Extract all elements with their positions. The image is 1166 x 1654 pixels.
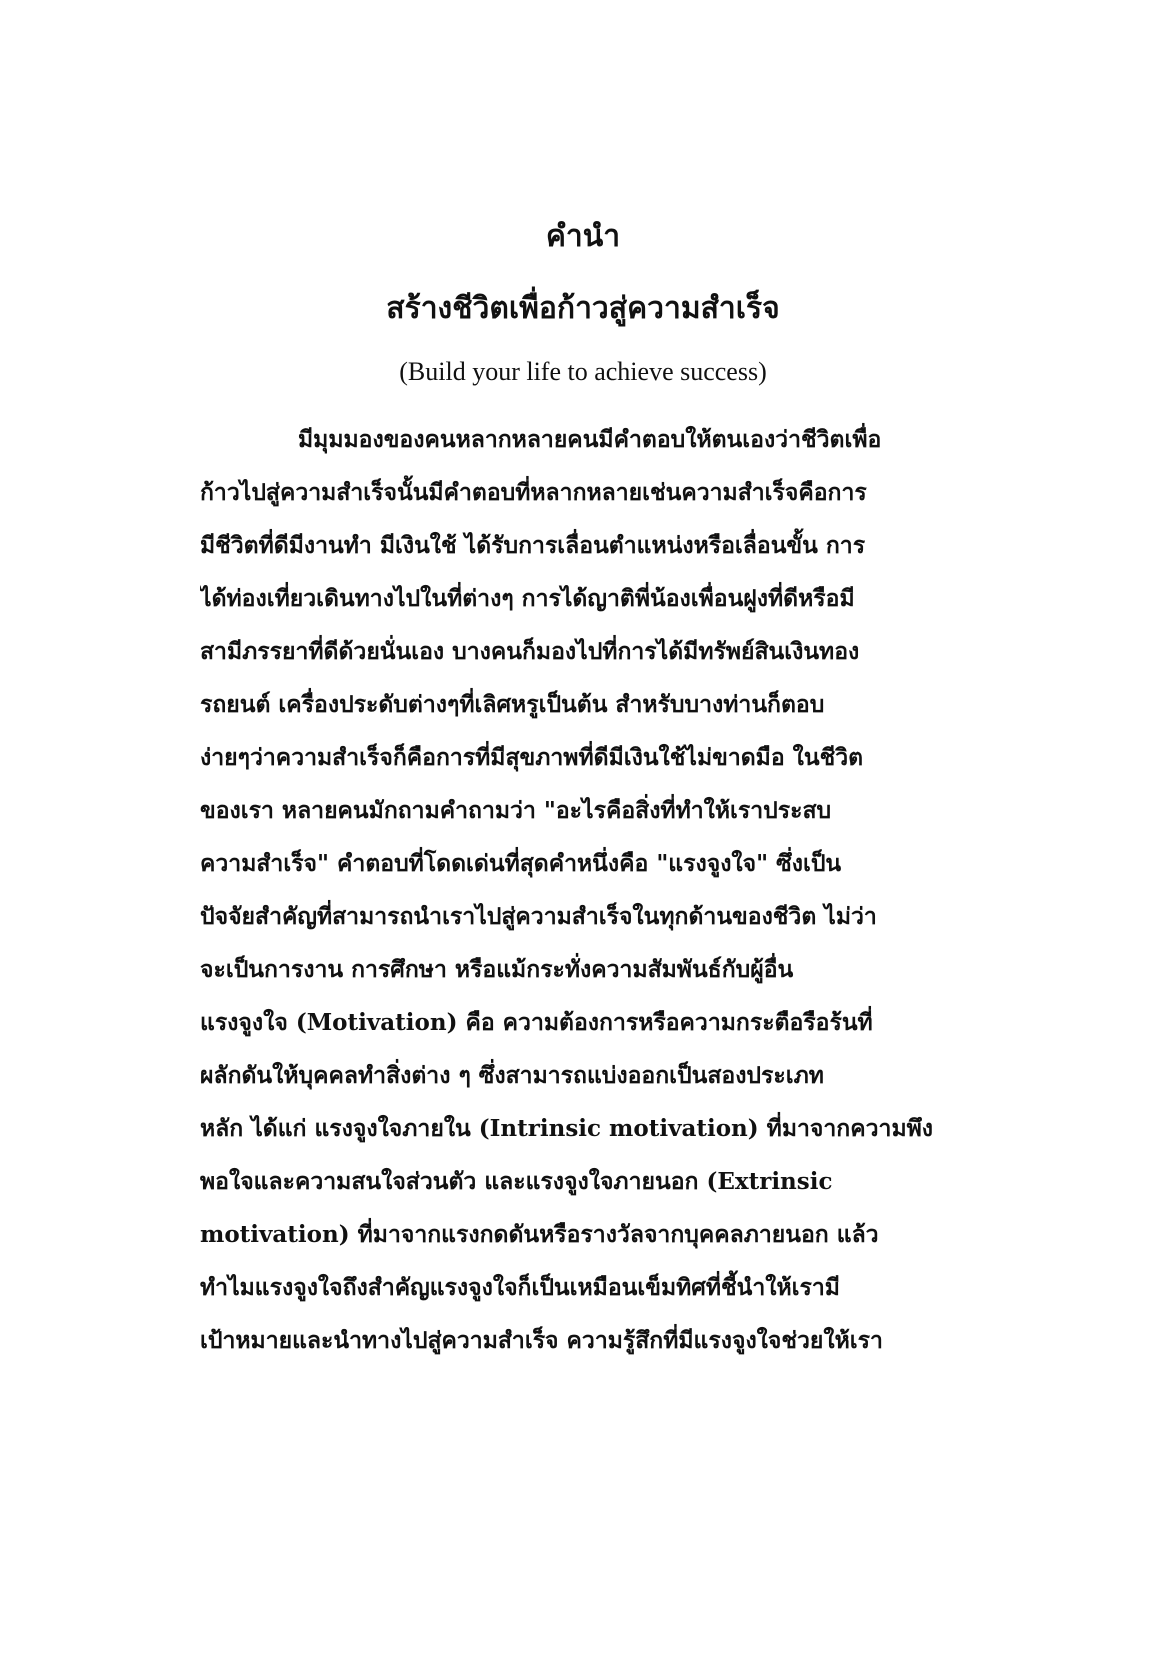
body-line: มีชีวิตที่ดีมีงานทำ มีเงินใช้ ได้รับการเลื่อนตำแหน่งหรือเลื่อนขั้น การ <box>200 532 866 559</box>
body-line: ก้าวไปสู่ความสำเร็จนั้นมีคำตอบที่หลากหลายเช่นความสำเร็จคือการ <box>200 479 867 506</box>
page-subtitle: สร้างชีวิตเพื่อก้าวสู่ความสำเร็จ <box>386 291 780 326</box>
body-line: ผลักดันให้บุคคลทำสิ่งต่าง ๆ ซึ่งสามารถแบ่งออกเป็นสองประเภท <box>200 1062 824 1089</box>
body-line: รถยนต์ เครื่องประดับต่างๆที่เลิศหรูเป็นต้น สำหรับบางท่านก็ตอบ <box>200 691 825 718</box>
body-line: หลัก ได้แก่ แรงจูงใจภายใน (Intrinsic motivation) ที่มาจากความพึง <box>200 1115 933 1142</box>
body-line: ได้ท่องเที่ยวเดินทางไปในที่ต่างๆ การได้ญาติพี่น้องเพื่อนฝูงที่ดีหรือมี <box>200 585 855 612</box>
body-line: ของเรา หลายคนมักถามคำถามว่า "อะไรคือสิ่งที่ทำให้เราประสบ <box>200 797 832 824</box>
body-line: พอใจและความสนใจส่วนตัว และแรงจูงใจภายนอก (Extrinsic <box>200 1168 833 1195</box>
body-line: สามีภรรยาที่ดีด้วยนั่นเอง บางคนก็มองไปที่การได้มีทรัพย์สินเงินทอง <box>200 638 860 665</box>
english-subtitle: (Build your life to achieve success) <box>399 357 767 386</box>
body-line: จะเป็นการงาน การศึกษา หรือแม้กระทั่งความสัมพันธ์กับผู้อื่น <box>200 956 794 983</box>
page-title: คำนำ <box>545 219 621 254</box>
body-line: ง่ายๆว่าความสำเร็จก็คือการที่มีสุขภาพที่ดีมีเงินใช้ไม่ขาดมือ ในชีวิต <box>200 744 864 771</box>
body-text <box>200 413 970 1367</box>
body-line: motivation) ที่มาจากแรงกดดันหรือรางวัลจากบุคคลภายนอก แล้ว <box>200 1221 879 1248</box>
body-line: แรงจูงใจ (Motivation) คือ ความต้องการหรือความกระตือรือร้นที่ <box>200 1009 873 1036</box>
body-line: เป้าหมายและนำทางไปสู่ความสำเร็จ ความรู้สึกที่มีแรงจูงใจช่วยให้เรา <box>200 1327 883 1354</box>
body-line: ความสำเร็จ" คำตอบที่โดดเด่นที่สุดคำหนึ่งคือ "แรงจูงใจ" ซึ่งเป็น <box>200 850 842 877</box>
body-line: ปัจจัยสำคัญที่สามารถนำเราไปสู่ความสำเร็จในทุกด้านของชีวิต ไม่ว่า <box>200 903 877 930</box>
body-line: มีมุมมองของคนหลากหลายคนมีคำตอบให้ตนเองว่าชีวิตเพื่อ <box>298 426 882 453</box>
body-line: ทำไมแรงจูงใจถึงสำคัญแรงจูงใจก็เป็นเหมือนเข็มทิศที่ชี้นำให้เรามี <box>200 1274 840 1301</box>
